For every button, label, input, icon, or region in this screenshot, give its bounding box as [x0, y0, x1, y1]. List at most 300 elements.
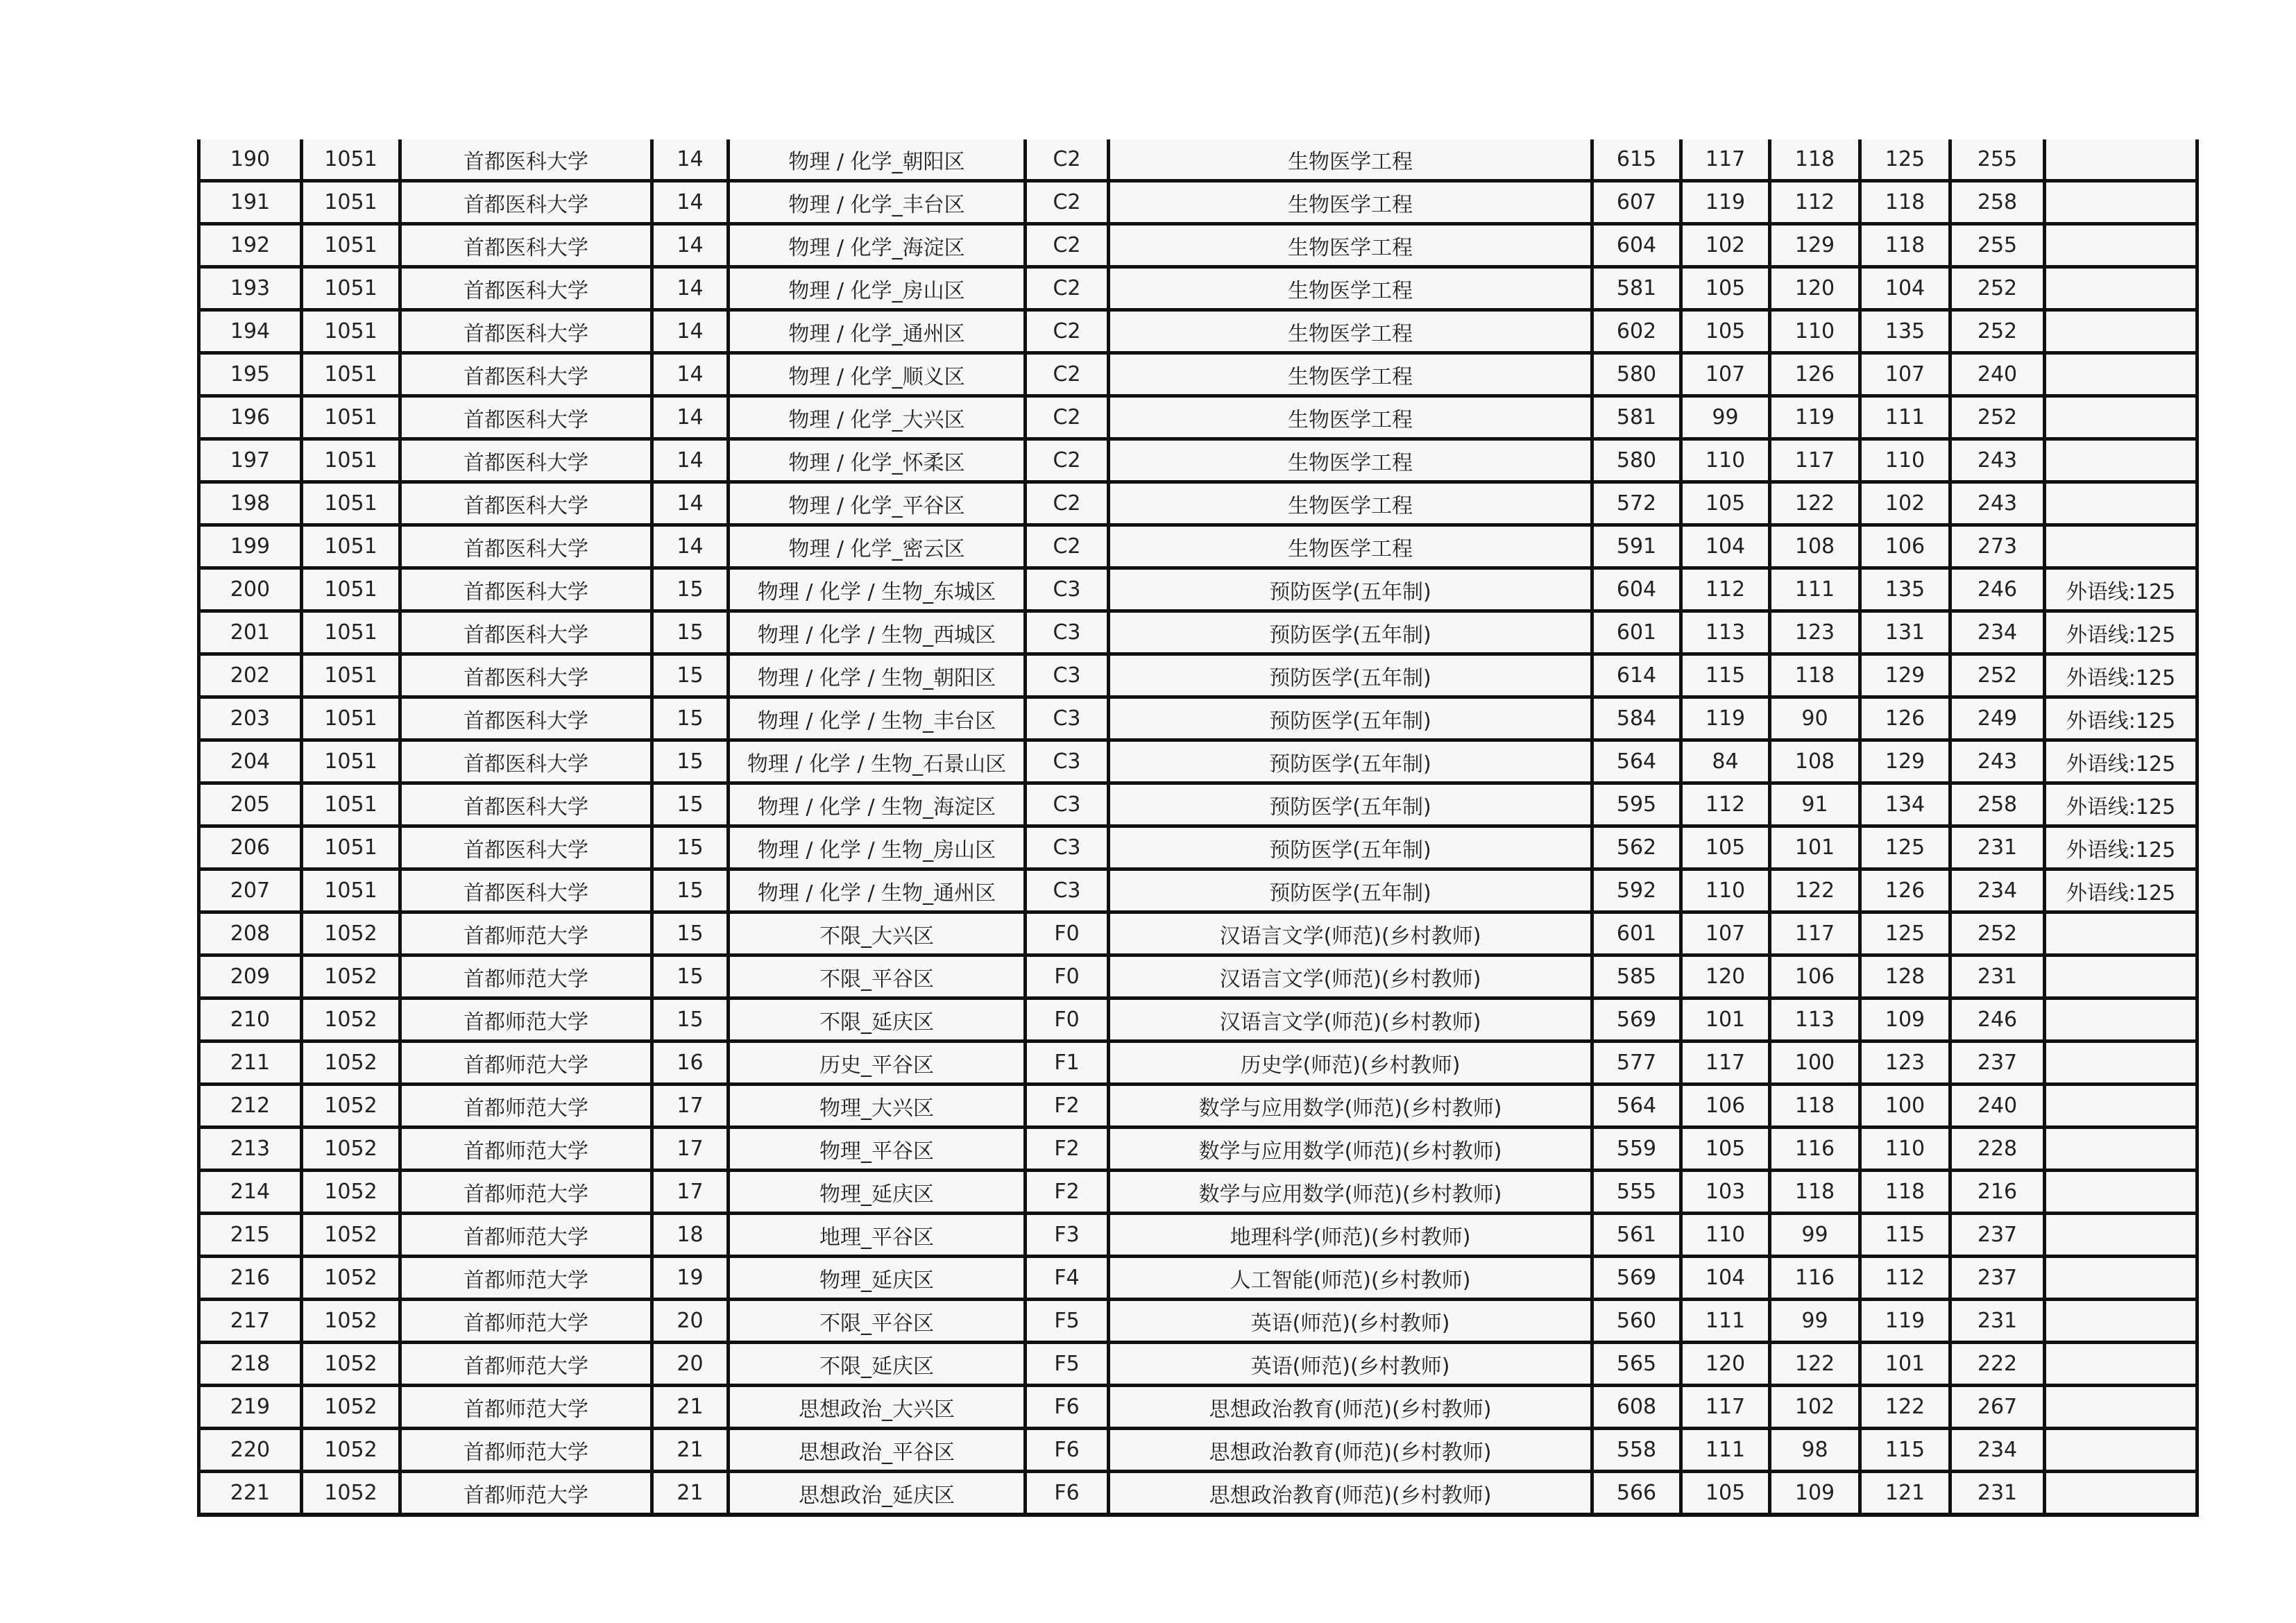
- cell-major-name: 生物医学工程: [1109, 181, 1592, 224]
- cell-major-name: 数学与应用数学(师范)(乡村教师): [1109, 1171, 1592, 1214]
- cell-row-index: 205: [199, 783, 302, 826]
- table-row: [199, 1472, 2197, 1515]
- cell-group-code: 20: [652, 1300, 729, 1343]
- cell-school-code: 1052: [302, 1386, 400, 1429]
- cell-major-code: C2: [1026, 267, 1109, 310]
- cell-remark: 外语线:125: [2045, 611, 2197, 654]
- cell-major-code: F6: [1026, 1472, 1109, 1515]
- cell-major-code: F4: [1026, 1257, 1109, 1300]
- cell-score-chinese: 111: [1681, 1429, 1770, 1472]
- cell-remark: [2045, 310, 2197, 353]
- cell-major-code: F2: [1026, 1128, 1109, 1171]
- cell-school-name: 首都师范大学: [400, 1128, 652, 1171]
- cell-school-name: 首都师范大学: [400, 955, 652, 999]
- cell-score-chinese: 110: [1681, 869, 1770, 912]
- cell-school-name: 首都医科大学: [400, 568, 652, 611]
- cell-score-comprehensive: 222: [1950, 1343, 2045, 1386]
- cell-score-math: 113: [1770, 999, 1860, 1042]
- cell-score-chinese: 105: [1681, 482, 1770, 525]
- cell-score-math: 120: [1770, 267, 1860, 310]
- cell-row-index: 217: [199, 1300, 302, 1343]
- cell-score-foreign-language: 126: [1860, 697, 1950, 740]
- cell-score-math: 117: [1770, 439, 1860, 482]
- cell-row-index: 220: [199, 1429, 302, 1472]
- table-row: [199, 654, 2197, 697]
- cell-score-chinese: 110: [1681, 439, 1770, 482]
- cell-remark: [2045, 912, 2197, 955]
- cell-score-comprehensive: 243: [1950, 439, 2045, 482]
- cell-score-comprehensive: 252: [1950, 654, 2045, 697]
- cell-major-name: 思想政治教育(师范)(乡村教师): [1109, 1429, 1592, 1472]
- cell-score-chinese: 102: [1681, 224, 1770, 267]
- cell-group-code: 15: [652, 783, 729, 826]
- cell-score-foreign-language: 122: [1860, 1386, 1950, 1429]
- cell-score-comprehensive: 249: [1950, 697, 2045, 740]
- cell-remark: [2045, 181, 2197, 224]
- cell-major-code: C2: [1026, 482, 1109, 525]
- cell-subject-requirement-district: 物理 / 化学_丰台区: [729, 181, 1026, 224]
- cell-score-comprehensive: 228: [1950, 1128, 2045, 1171]
- cell-score-math: 117: [1770, 912, 1860, 955]
- cell-school-name: 首都医科大学: [400, 697, 652, 740]
- cell-score-foreign-language: 106: [1860, 525, 1950, 568]
- cell-remark: [2045, 1300, 2197, 1343]
- cell-score-math: 100: [1770, 1042, 1860, 1085]
- cell-remark: [2045, 353, 2197, 396]
- cell-major-name: 地理科学(师范)(乡村教师): [1109, 1214, 1592, 1257]
- cell-total-score: 577: [1592, 1042, 1681, 1085]
- cell-score-foreign-language: 134: [1860, 783, 1950, 826]
- cell-total-score: 581: [1592, 267, 1681, 310]
- cell-group-code: 15: [652, 826, 729, 869]
- cell-remark: [2045, 267, 2197, 310]
- cell-score-comprehensive: 234: [1950, 611, 2045, 654]
- cell-group-code: 16: [652, 1042, 729, 1085]
- cell-subject-requirement-district: 物理 / 化学 / 生物_石景山区: [729, 740, 1026, 783]
- table-row: [199, 1343, 2197, 1386]
- cell-group-code: 15: [652, 955, 729, 999]
- table-row: [199, 224, 2197, 267]
- cell-score-foreign-language: 119: [1860, 1300, 1950, 1343]
- cell-score-math: 90: [1770, 697, 1860, 740]
- cell-major-code: C3: [1026, 611, 1109, 654]
- cell-score-comprehensive: 267: [1950, 1386, 2045, 1429]
- cell-total-score: 607: [1592, 181, 1681, 224]
- cell-score-math: 91: [1770, 783, 1860, 826]
- cell-score-comprehensive: 234: [1950, 1429, 2045, 1472]
- cell-row-index: 196: [199, 396, 302, 439]
- cell-group-code: 15: [652, 740, 729, 783]
- cell-remark: 外语线:125: [2045, 826, 2197, 869]
- cell-score-foreign-language: 118: [1860, 224, 1950, 267]
- cell-school-name: 首都医科大学: [400, 181, 652, 224]
- cell-row-index: 206: [199, 826, 302, 869]
- cell-major-code: F1: [1026, 1042, 1109, 1085]
- cell-subject-requirement-district: 物理 / 化学 / 生物_东城区: [729, 568, 1026, 611]
- cell-remark: [2045, 525, 2197, 568]
- cell-group-code: 19: [652, 1257, 729, 1300]
- cell-score-foreign-language: 121: [1860, 1472, 1950, 1515]
- cell-total-score: 601: [1592, 611, 1681, 654]
- cell-school-code: 1052: [302, 1042, 400, 1085]
- cell-major-name: 数学与应用数学(师范)(乡村教师): [1109, 1128, 1592, 1171]
- cell-school-name: 首都师范大学: [400, 1343, 652, 1386]
- cell-score-comprehensive: 243: [1950, 740, 2045, 783]
- cell-school-code: 1051: [302, 139, 400, 181]
- cell-score-comprehensive: 243: [1950, 482, 2045, 525]
- cell-group-code: 15: [652, 654, 729, 697]
- cell-group-code: 17: [652, 1128, 729, 1171]
- cell-major-name: 预防医学(五年制): [1109, 740, 1592, 783]
- cell-score-math: 118: [1770, 1171, 1860, 1214]
- cell-major-name: 汉语言文学(师范)(乡村教师): [1109, 955, 1592, 999]
- cell-subject-requirement-district: 物理 / 化学 / 生物_房山区: [729, 826, 1026, 869]
- cell-school-name: 首都师范大学: [400, 1257, 652, 1300]
- cell-row-index: 219: [199, 1386, 302, 1429]
- cell-total-score: 604: [1592, 224, 1681, 267]
- cell-score-comprehensive: 273: [1950, 525, 2045, 568]
- cell-major-name: 生物医学工程: [1109, 482, 1592, 525]
- cell-score-comprehensive: 252: [1950, 310, 2045, 353]
- table-row: [199, 482, 2197, 525]
- cell-total-score: 564: [1592, 740, 1681, 783]
- cell-score-comprehensive: 231: [1950, 826, 2045, 869]
- cell-major-name: 人工智能(师范)(乡村教师): [1109, 1257, 1592, 1300]
- cell-school-name: 首都医科大学: [400, 740, 652, 783]
- cell-major-code: F5: [1026, 1300, 1109, 1343]
- cell-school-code: 1051: [302, 740, 400, 783]
- cell-remark: [2045, 999, 2197, 1042]
- cell-total-score: 569: [1592, 1257, 1681, 1300]
- cell-row-index: 201: [199, 611, 302, 654]
- cell-group-code: 20: [652, 1343, 729, 1386]
- cell-total-score: 591: [1592, 525, 1681, 568]
- cell-row-index: 218: [199, 1343, 302, 1386]
- cell-row-index: 208: [199, 912, 302, 955]
- cell-score-chinese: 107: [1681, 353, 1770, 396]
- cell-total-score: 604: [1592, 568, 1681, 611]
- cell-row-index: 212: [199, 1085, 302, 1128]
- cell-subject-requirement-district: 物理 / 化学 / 生物_通州区: [729, 869, 1026, 912]
- cell-remark: [2045, 224, 2197, 267]
- cell-score-foreign-language: 125: [1860, 826, 1950, 869]
- table-row: [199, 826, 2197, 869]
- cell-group-code: 14: [652, 353, 729, 396]
- cell-score-math: 122: [1770, 482, 1860, 525]
- cell-remark: [2045, 1085, 2197, 1128]
- cell-score-foreign-language: 109: [1860, 999, 1950, 1042]
- cell-total-score: 559: [1592, 1128, 1681, 1171]
- cell-score-foreign-language: 104: [1860, 267, 1950, 310]
- cell-major-name: 汉语言文学(师范)(乡村教师): [1109, 999, 1592, 1042]
- cell-school-name: 首都师范大学: [400, 1214, 652, 1257]
- cell-score-chinese: 112: [1681, 568, 1770, 611]
- cell-group-code: 14: [652, 482, 729, 525]
- cell-remark: [2045, 955, 2197, 999]
- cell-total-score: 580: [1592, 439, 1681, 482]
- cell-score-math: 111: [1770, 568, 1860, 611]
- cell-score-chinese: 110: [1681, 1214, 1770, 1257]
- cell-school-code: 1052: [302, 1472, 400, 1515]
- cell-score-foreign-language: 107: [1860, 353, 1950, 396]
- cell-score-foreign-language: 135: [1860, 568, 1950, 611]
- table-row: [199, 568, 2197, 611]
- cell-score-foreign-language: 110: [1860, 439, 1950, 482]
- cell-group-code: 14: [652, 310, 729, 353]
- cell-remark: [2045, 1214, 2197, 1257]
- cell-major-code: C2: [1026, 310, 1109, 353]
- cell-group-code: 14: [652, 525, 729, 568]
- cell-row-index: 210: [199, 999, 302, 1042]
- cell-school-code: 1052: [302, 1300, 400, 1343]
- cell-score-foreign-language: 112: [1860, 1257, 1950, 1300]
- cell-score-comprehensive: 246: [1950, 568, 2045, 611]
- cell-group-code: 14: [652, 396, 729, 439]
- cell-score-chinese: 107: [1681, 912, 1770, 955]
- cell-major-code: F0: [1026, 999, 1109, 1042]
- cell-score-comprehensive: 231: [1950, 1300, 2045, 1343]
- cell-school-name: 首都师范大学: [400, 1171, 652, 1214]
- cell-major-code: F2: [1026, 1085, 1109, 1128]
- cell-major-name: 预防医学(五年制): [1109, 783, 1592, 826]
- cell-score-chinese: 115: [1681, 654, 1770, 697]
- cell-remark: [2045, 1128, 2197, 1171]
- cell-remark: [2045, 396, 2197, 439]
- cell-score-comprehensive: 234: [1950, 869, 2045, 912]
- cell-school-name: 首都师范大学: [400, 999, 652, 1042]
- cell-score-comprehensive: 231: [1950, 955, 2045, 999]
- cell-score-chinese: 104: [1681, 525, 1770, 568]
- cell-group-code: 15: [652, 869, 729, 912]
- cell-major-name: 生物医学工程: [1109, 525, 1592, 568]
- cell-school-name: 首都医科大学: [400, 224, 652, 267]
- cell-school-code: 1051: [302, 783, 400, 826]
- cell-group-code: 17: [652, 1171, 729, 1214]
- cell-score-foreign-language: 125: [1860, 912, 1950, 955]
- cell-subject-requirement-district: 物理 / 化学_顺义区: [729, 353, 1026, 396]
- cell-score-foreign-language: 115: [1860, 1429, 1950, 1472]
- cell-row-index: 221: [199, 1472, 302, 1515]
- cell-score-foreign-language: 100: [1860, 1085, 1950, 1128]
- cell-major-name: 生物医学工程: [1109, 267, 1592, 310]
- cell-score-math: 122: [1770, 1343, 1860, 1386]
- cell-major-code: C2: [1026, 525, 1109, 568]
- cell-school-code: 1052: [302, 999, 400, 1042]
- cell-school-name: 首都医科大学: [400, 826, 652, 869]
- cell-score-comprehensive: 252: [1950, 267, 2045, 310]
- cell-row-index: 202: [199, 654, 302, 697]
- cell-school-name: 首都医科大学: [400, 396, 652, 439]
- cell-group-code: 15: [652, 611, 729, 654]
- cell-school-code: 1051: [302, 439, 400, 482]
- cell-score-foreign-language: 102: [1860, 482, 1950, 525]
- cell-group-code: 15: [652, 912, 729, 955]
- cell-major-name: 英语(师范)(乡村教师): [1109, 1343, 1592, 1386]
- cell-school-code: 1051: [302, 611, 400, 654]
- cell-school-code: 1051: [302, 310, 400, 353]
- cell-total-score: 564: [1592, 1085, 1681, 1128]
- cell-school-code: 1051: [302, 568, 400, 611]
- cell-row-index: 211: [199, 1042, 302, 1085]
- cell-subject-requirement-district: 物理_延庆区: [729, 1171, 1026, 1214]
- cell-major-name: 预防医学(五年制): [1109, 869, 1592, 912]
- cell-major-code: F2: [1026, 1171, 1109, 1214]
- cell-score-comprehensive: 240: [1950, 353, 2045, 396]
- table-row: [199, 139, 2197, 181]
- cell-school-code: 1051: [302, 482, 400, 525]
- cell-score-math: 101: [1770, 826, 1860, 869]
- cell-major-code: C2: [1026, 353, 1109, 396]
- cell-score-chinese: 104: [1681, 1257, 1770, 1300]
- cell-school-code: 1052: [302, 1085, 400, 1128]
- table-row: [199, 353, 2197, 396]
- cell-row-index: 191: [199, 181, 302, 224]
- cell-score-chinese: 84: [1681, 740, 1770, 783]
- cell-score-math: 118: [1770, 1085, 1860, 1128]
- cell-major-code: F0: [1026, 955, 1109, 999]
- cell-score-foreign-language: 125: [1860, 139, 1950, 181]
- cell-score-math: 102: [1770, 1386, 1860, 1429]
- cell-school-code: 1051: [302, 353, 400, 396]
- cell-remark: [2045, 482, 2197, 525]
- cell-remark: 外语线:125: [2045, 869, 2197, 912]
- cell-remark: [2045, 439, 2197, 482]
- cell-total-score: 601: [1592, 912, 1681, 955]
- cell-major-name: 生物医学工程: [1109, 139, 1592, 181]
- cell-subject-requirement-district: 物理 / 化学_通州区: [729, 310, 1026, 353]
- cell-row-index: 203: [199, 697, 302, 740]
- cell-score-comprehensive: 237: [1950, 1042, 2045, 1085]
- cell-major-code: C2: [1026, 224, 1109, 267]
- cell-group-code: 21: [652, 1472, 729, 1515]
- cell-school-code: 1051: [302, 224, 400, 267]
- cell-group-code: 17: [652, 1085, 729, 1128]
- cell-group-code: 14: [652, 267, 729, 310]
- cell-group-code: 21: [652, 1386, 729, 1429]
- cell-school-code: 1051: [302, 697, 400, 740]
- cell-score-comprehensive: 246: [1950, 999, 2045, 1042]
- cell-school-code: 1051: [302, 181, 400, 224]
- cell-major-name: 生物医学工程: [1109, 439, 1592, 482]
- cell-group-code: 21: [652, 1429, 729, 1472]
- cell-score-comprehensive: 258: [1950, 181, 2045, 224]
- cell-major-name: 数学与应用数学(师范)(乡村教师): [1109, 1085, 1592, 1128]
- cell-major-code: F6: [1026, 1386, 1109, 1429]
- cell-score-chinese: 119: [1681, 181, 1770, 224]
- cell-school-name: 首都医科大学: [400, 139, 652, 181]
- cell-total-score: 614: [1592, 654, 1681, 697]
- cell-score-math: 123: [1770, 611, 1860, 654]
- cell-subject-requirement-district: 物理 / 化学_朝阳区: [729, 139, 1026, 181]
- cell-remark: 外语线:125: [2045, 740, 2197, 783]
- cell-subject-requirement-district: 物理 / 化学 / 生物_朝阳区: [729, 654, 1026, 697]
- cell-subject-requirement-district: 物理 / 化学 / 生物_海淀区: [729, 783, 1026, 826]
- cell-major-name: 汉语言文学(师范)(乡村教师): [1109, 912, 1592, 955]
- cell-school-name: 首都医科大学: [400, 654, 652, 697]
- cell-total-score: 584: [1592, 697, 1681, 740]
- cell-score-comprehensive: 237: [1950, 1214, 2045, 1257]
- cell-major-code: F0: [1026, 912, 1109, 955]
- table-row: [199, 955, 2197, 999]
- cell-subject-requirement-district: 不限_延庆区: [729, 1343, 1026, 1386]
- cell-score-comprehensive: 216: [1950, 1171, 2045, 1214]
- cell-group-code: 14: [652, 181, 729, 224]
- cell-score-chinese: 120: [1681, 1343, 1770, 1386]
- cell-score-math: 119: [1770, 396, 1860, 439]
- cell-subject-requirement-district: 物理_平谷区: [729, 1128, 1026, 1171]
- table-row: [199, 1386, 2197, 1429]
- cell-major-code: C2: [1026, 139, 1109, 181]
- cell-row-index: 209: [199, 955, 302, 999]
- cell-total-score: 615: [1592, 139, 1681, 181]
- cell-remark: [2045, 1386, 2197, 1429]
- cell-total-score: 585: [1592, 955, 1681, 999]
- cell-score-foreign-language: 131: [1860, 611, 1950, 654]
- cell-total-score: 566: [1592, 1472, 1681, 1515]
- cell-school-code: 1051: [302, 869, 400, 912]
- cell-score-comprehensive: 255: [1950, 224, 2045, 267]
- cell-remark: [2045, 1472, 2197, 1515]
- cell-row-index: 197: [199, 439, 302, 482]
- cell-score-foreign-language: 135: [1860, 310, 1950, 353]
- cell-score-comprehensive: 231: [1950, 1472, 2045, 1515]
- table-row: [199, 267, 2197, 310]
- cell-major-name: 预防医学(五年制): [1109, 568, 1592, 611]
- cell-score-foreign-language: 110: [1860, 1128, 1950, 1171]
- table-row: [199, 740, 2197, 783]
- cell-row-index: 193: [199, 267, 302, 310]
- cell-row-index: 207: [199, 869, 302, 912]
- cell-subject-requirement-district: 不限_延庆区: [729, 999, 1026, 1042]
- cell-major-name: 预防医学(五年制): [1109, 654, 1592, 697]
- cell-total-score: 608: [1592, 1386, 1681, 1429]
- cell-row-index: 215: [199, 1214, 302, 1257]
- cell-score-chinese: 112: [1681, 783, 1770, 826]
- cell-school-code: 1052: [302, 1429, 400, 1472]
- cell-school-name: 首都师范大学: [400, 1386, 652, 1429]
- cell-subject-requirement-district: 思想政治_大兴区: [729, 1386, 1026, 1429]
- cell-score-math: 118: [1770, 139, 1860, 181]
- cell-major-name: 历史学(师范)(乡村教师): [1109, 1042, 1592, 1085]
- cell-subject-requirement-district: 物理 / 化学_海淀区: [729, 224, 1026, 267]
- cell-row-index: 190: [199, 139, 302, 181]
- cell-score-foreign-language: 101: [1860, 1343, 1950, 1386]
- cell-major-code: C3: [1026, 783, 1109, 826]
- cell-subject-requirement-district: 物理 / 化学_密云区: [729, 525, 1026, 568]
- table-row: [199, 310, 2197, 353]
- cell-major-name: 英语(师范)(乡村教师): [1109, 1300, 1592, 1343]
- cell-score-chinese: 105: [1681, 1128, 1770, 1171]
- cell-row-index: 204: [199, 740, 302, 783]
- cell-score-chinese: 103: [1681, 1171, 1770, 1214]
- cell-score-chinese: 105: [1681, 826, 1770, 869]
- cell-score-math: 99: [1770, 1300, 1860, 1343]
- cell-subject-requirement-district: 不限_大兴区: [729, 912, 1026, 955]
- cell-school-name: 首都师范大学: [400, 1042, 652, 1085]
- cell-score-chinese: 117: [1681, 1386, 1770, 1429]
- cell-school-code: 1052: [302, 912, 400, 955]
- cell-score-foreign-language: 128: [1860, 955, 1950, 999]
- cell-subject-requirement-district: 物理 / 化学_平谷区: [729, 482, 1026, 525]
- cell-school-name: 首都医科大学: [400, 525, 652, 568]
- cell-row-index: 200: [199, 568, 302, 611]
- table-row: [199, 1300, 2197, 1343]
- table-row: [199, 611, 2197, 654]
- cell-major-code: C3: [1026, 826, 1109, 869]
- cell-total-score: 580: [1592, 353, 1681, 396]
- cell-major-name: 预防医学(五年制): [1109, 611, 1592, 654]
- cell-major-name: 预防医学(五年制): [1109, 697, 1592, 740]
